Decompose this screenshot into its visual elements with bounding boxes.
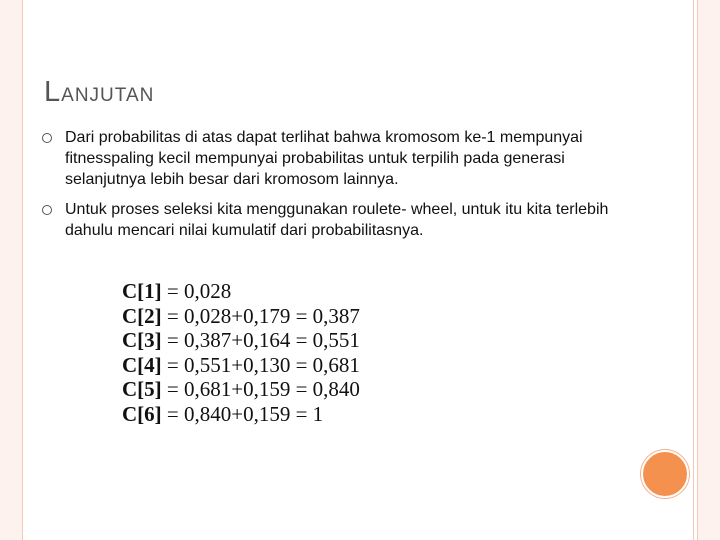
bullet-text: Dari probabilitas di atas dapat terlihat bahwa kromosom ke-1 mempunyai fitnesspaling kecil mempunyai probabilitas untuk terpilih pada generasi selanjutnya lebih besar dari kromosom lainnya. xyxy=(65,129,583,188)
bullet-circle-icon xyxy=(42,133,52,143)
formula-expression: = 0,028 xyxy=(166,279,232,303)
formula-label: C[5] xyxy=(122,377,162,401)
right-frame-bar xyxy=(697,0,720,540)
formula-line xyxy=(122,377,360,402)
right-divider-line xyxy=(693,0,694,540)
formula-line xyxy=(122,304,360,329)
formula-line xyxy=(122,402,360,427)
formula-label: C[1] xyxy=(122,279,162,303)
title-initial: L xyxy=(44,76,62,108)
decorative-orange-circle xyxy=(641,450,689,498)
formula-expression: = 0,681+0,159 = 0,840 xyxy=(166,377,360,401)
cumulative-formula-block xyxy=(122,279,360,426)
formula-expression: = 0,551+0,130 = 0,681 xyxy=(166,352,360,377)
slide-title xyxy=(44,76,154,109)
formula-line xyxy=(122,353,360,378)
formula-label: C[4] xyxy=(122,352,162,377)
formula-label: C[6] xyxy=(122,401,162,426)
formula-label: C[2] xyxy=(122,303,162,328)
title-rest: ANJUTAN xyxy=(61,85,155,106)
formula-expression: = 0,387+0,164 = 0,551 xyxy=(166,328,360,352)
formula-expression: = 0,840+0,159 = 1 xyxy=(166,401,324,426)
bullet-list xyxy=(40,127,640,250)
left-frame-bar xyxy=(0,0,23,540)
formula-label: C[3] xyxy=(122,328,162,352)
formula-expression: = 0,028+0,179 = 0,387 xyxy=(166,303,360,328)
bullet-item xyxy=(40,199,640,241)
formula-line xyxy=(122,328,360,353)
bullet-item xyxy=(40,127,640,190)
formula-line xyxy=(122,279,360,304)
bullet-circle-icon xyxy=(42,205,52,215)
bullet-text: Untuk proses seleksi kita menggunakan roulete- wheel, untuk itu kita terlebih dahulu mencari nilai kumulatif dari probabilitasnya. xyxy=(65,201,609,239)
